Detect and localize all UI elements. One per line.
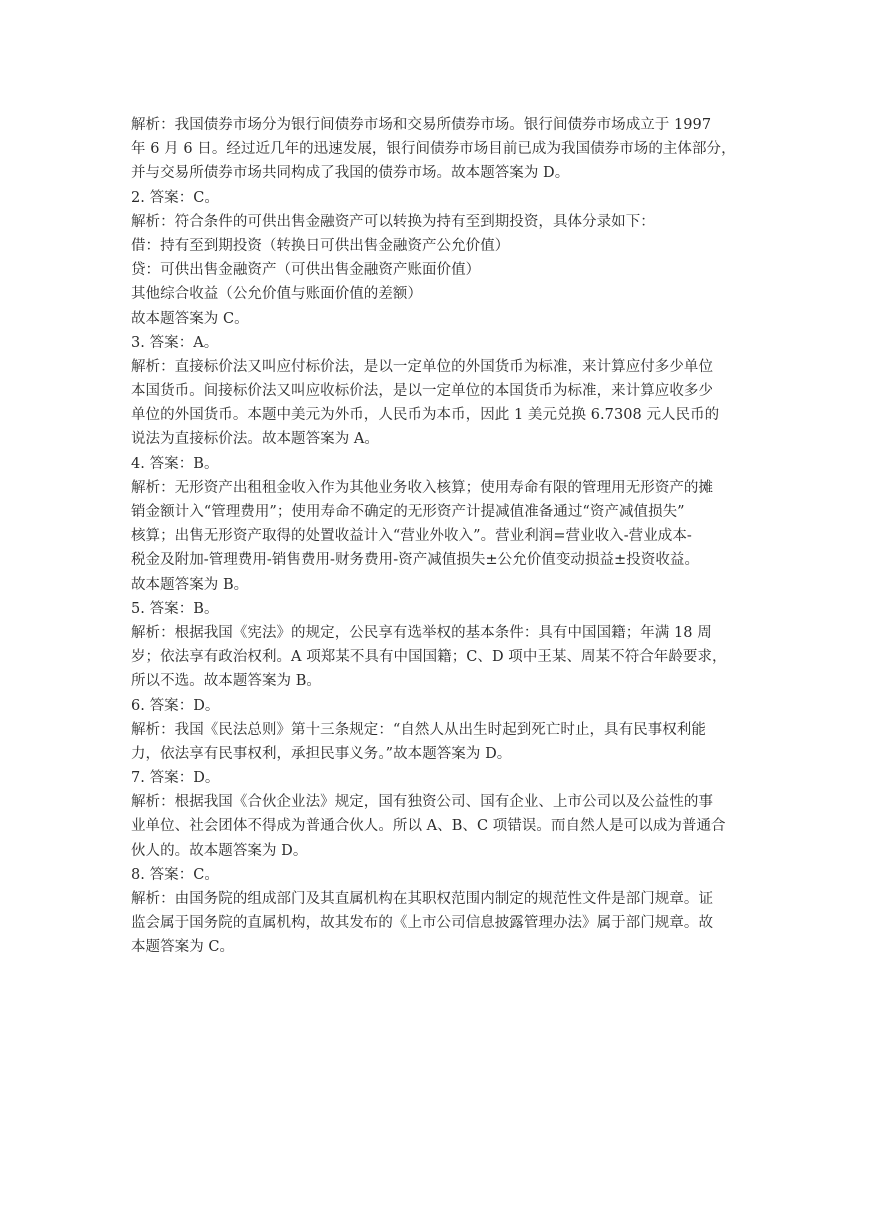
text-line: 解析：直接标价法又叫应付标价法，是以一定单位的外国货币为标准，来计算应付多少单位	[131, 358, 713, 375]
text-line: 解析：根据我国《合伙企业法》规定，国有独资公司、国有企业、上市公司以及公益性的事	[131, 794, 713, 811]
answer-heading: 7. 答案：D。	[131, 770, 220, 787]
text-line: 借：持有至到期投资（转换日可供出售金融资产公允价值）	[131, 237, 510, 254]
text-line: 力，依法享有民事权利，承担民事义务。”故本题答案为 D。	[131, 745, 512, 762]
text-line: 故本题答案为 C。	[131, 310, 249, 327]
text-line: 解析：符合条件的可供出售金融资产可以转换为持有至到期投资，具体分录如下：	[131, 213, 655, 230]
text-line: 并与交易所债券市场共同构成了我国的债券市场。故本题答案为 D。	[131, 165, 570, 182]
text-line: 岁；依法享有政治权利。A 项郑某不具有中国国籍；C、D 项中王某、周某不符合年龄要求，	[131, 649, 727, 666]
text-line: 其他综合收益（公允价值与账面价值的差额）	[131, 286, 422, 303]
text-line: 解析：由国务院的组成部门及其直属机构在其职权范围内制定的规范性文件是部门规章。证	[131, 891, 713, 907]
text-line: 单位的外国货币。本题中美元为外币，人民币为本币，因此 1 美元兑换 6.7308 元人民币的	[131, 407, 720, 424]
answer-heading: 4. 答案：B。	[131, 455, 219, 472]
text-line: 税金及附加-管理费用-销售费用-财务费用-资产减值损失±公允价值变动损益±投资收益。	[131, 552, 699, 569]
text-line: 业单位、社会团体不得成为普通合伙人。所以 A、B、C 项错误。而自然人是可以成为普通合	[131, 818, 726, 835]
text-line: 所以不选。故本题答案为 B。	[131, 673, 321, 690]
text-line: 说法为直接标价法。故本题答案为 A。	[131, 431, 379, 448]
document-body	[131, 113, 741, 960]
text-line: 故本题答案为 B。	[131, 576, 249, 593]
text-line: 解析：我国债券市场分为银行间债券市场和交易所债券市场。银行间债券市场成立于 1997	[131, 117, 712, 133]
text-line: 解析：根据我国《宪法》的规定，公民享有选举权的基本条件：具有中国国籍；年满 18 周	[131, 624, 712, 641]
text-line: 年 6 月 6 日。经过近几年的迅速发展，银行间债券市场目前已成为我国债券市场的主体部分，	[131, 141, 736, 158]
text-line: 监会属于国务院的直属机构，故其发布的《上市公司信息披露管理办法》属于部门规章。故	[131, 915, 713, 932]
answer-heading: 6. 答案：D。	[131, 697, 220, 714]
answer-heading: 2. 答案：C。	[131, 189, 219, 206]
text-line: 贷：可供出售金融资产（可供出售金融资产账面价值）	[131, 262, 481, 279]
text-line: 销金额计入“管理费用”；使用寿命不确定的无形资产计提减值准备通过“资产减值损失”	[131, 504, 685, 520]
answer-heading: 3. 答案：A。	[131, 334, 219, 351]
answer-heading: 8. 答案：C。	[131, 866, 219, 883]
answer-heading: 5. 答案：B。	[131, 600, 219, 617]
text-line: 本题答案为 C。	[131, 939, 235, 956]
text-line: 伙人的。故本题答案为 D。	[131, 842, 308, 859]
text-line: 本国货币。间接标价法又叫应收标价法，是以一定单位的本国货币为标准，来计算应收多少	[131, 383, 713, 400]
text-line: 核算；出售无形资产取得的处置收益计入“营业外收入”。营业利润=营业收入-营业成本-	[131, 528, 692, 545]
text-line: 解析：我国《民法总则》第十三条规定：“自然人从出生时起到死亡时止，具有民事权利能	[131, 721, 706, 738]
text-line: 解析：无形资产出租租金收入作为其他业务收入核算；使用寿命有限的管理用无形资产的摊	[131, 479, 713, 496]
